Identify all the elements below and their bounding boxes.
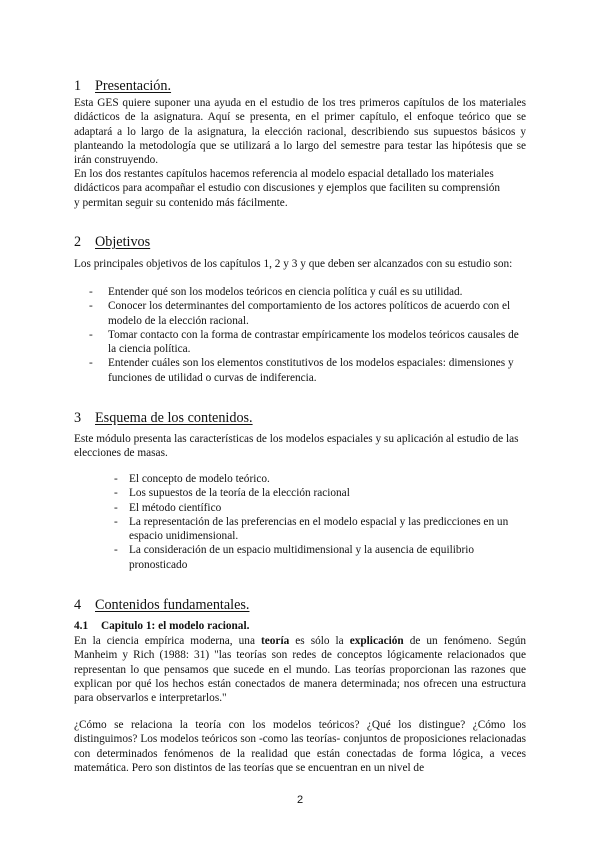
list-item-text: La representación de las preferencias en el modelo espacial y las predicciones en un espacio unidimensional.: [129, 515, 509, 543]
list-item-text: Entender cuáles son los elementos constitutivos de los modelos espaciales: dimensiones y funciones de utilidad o curvas de indiferencia.: [108, 357, 514, 384]
list-item-text: Conocer los determinantes del comportamiento de los actores políticos de acuerdo con el modelo de la elección racional.: [108, 300, 511, 327]
section-heading-contenidos: [74, 597, 249, 614]
section-heading-esquema: [74, 410, 253, 427]
dash-bullet: -: [114, 515, 118, 528]
list-item: [74, 472, 526, 486]
text-run: En la ciencia empírica moderna, una: [74, 635, 261, 647]
dash-bullet: -: [89, 300, 93, 313]
objectives-intro: Los principales objetivos de los capítulos 1, 2 y 3 y que deben ser alcanzados con su estudio son:: [74, 258, 513, 270]
section-number: 1: [74, 78, 82, 94]
section-number: 4: [74, 597, 82, 613]
dash-bullet: -: [89, 328, 93, 341]
list-item-text: El método científico: [129, 501, 222, 514]
subsection-title: Capitulo 1: el modelo racional.: [101, 620, 250, 632]
list-item-text: Los supuestos de la teoría de la elección racional: [129, 487, 350, 500]
paragraph-line: didácticos para acompañar el estudio con discusiones y ejemplos que faciliten su comprensión: [74, 182, 501, 195]
section-number: 2: [74, 234, 82, 250]
paragraph-line: En los dos restantes capítulos hacemos referencia al modelo espacial detallado los materiales: [74, 168, 494, 180]
list-item: [74, 299, 526, 328]
model-paragraph-1: [74, 634, 526, 705]
subsection-heading: [74, 619, 249, 633]
dash-bullet: -: [89, 357, 93, 370]
list-item-text: Entender qué son los modelos teóricos en ciencia política y cuál es su utilidad.: [108, 286, 463, 298]
text-run: de un fenómeno. Según Manheim y Rich (1988: 31) "las teorías son redes de conceptos lógicamente relacionados que representan lo que pensamos que sucede en el mundo. Las teorías proporcionan las razones que explican por qué los hechos están conectados de manera determinada; nos ofrecen una estructura para observarlos e interpretarlos.": [74, 635, 526, 705]
dash-bullet: -: [114, 487, 118, 500]
model-paragraph-2: ¿Cómo se relaciona la teoría con los modelos teóricos? ¿Qué los distingue? ¿Cómo los distinguimos? Los modelos teóricos son -como las teorías- conjuntos de proposiciones relacionadas con determinados fenómenos de la realidad que están conectadas de forma lógica, a veces matemática. Pero son distintos de las teorías que se encuentran en un nivel de: [74, 719, 526, 774]
list-item: [74, 356, 526, 385]
list-item: [74, 328, 526, 357]
bold-term: explicación: [349, 635, 404, 647]
section-number: 3: [74, 410, 82, 426]
list-item: [74, 486, 526, 500]
presentation-paragraph: Esta GES quiere suponer una ayuda en el estudio de los tres primeros capítulos de los materiales didácticos de la asignatura. Aquí se presenta, en el primer capítulo, el enfoque teórico que se adaptará a lo largo de la asignatura, la elección racional, describiendo sus supuestos básicos y planteando la metodología que se utilizará a lo largo del semestre para testar las hipótesis que se irán construyendo.: [74, 97, 526, 167]
text-run: es sólo la: [289, 635, 350, 647]
scheme-intro: Este módulo presenta las características de los modelos espaciales y su aplicación al estudio de las elecciones de masas.: [74, 433, 519, 460]
subsection-number: 4.1: [74, 620, 89, 632]
section-title: Objetivos: [95, 234, 151, 250]
presentation-paragraph-2: [74, 167, 526, 210]
scheme-list: [74, 472, 526, 572]
section-title: Esquema de los contenidos.: [95, 410, 253, 426]
list-item: [74, 543, 526, 572]
dash-bullet: -: [114, 501, 118, 514]
list-item: [74, 285, 526, 299]
objectives-list: [74, 285, 526, 385]
section-heading-presentacion: [74, 78, 171, 95]
section-title: Contenidos fundamentales.: [95, 597, 250, 613]
list-item: [74, 515, 526, 544]
list-item-text: Tomar contacto con la forma de contrastar empíricamente los modelos teóricos causales de la ciencia política.: [108, 328, 519, 356]
list-item-text: El concepto de modelo teórico.: [129, 473, 270, 485]
list-item: [74, 501, 526, 515]
list-item-text: La consideración de un espacio multidimensional y la ausencia de equilibrio pronosticado: [129, 544, 475, 571]
bold-term: teoría: [261, 635, 290, 647]
page-number: 2: [296, 794, 304, 806]
section-title: Presentación.: [95, 78, 172, 94]
section-heading-objetivos: [74, 234, 150, 251]
dash-bullet: -: [89, 286, 93, 298]
dash-bullet: -: [114, 473, 118, 485]
paragraph-line: y permitan seguir su contenido más fácilmente.: [74, 196, 288, 209]
dash-bullet: -: [114, 544, 118, 557]
